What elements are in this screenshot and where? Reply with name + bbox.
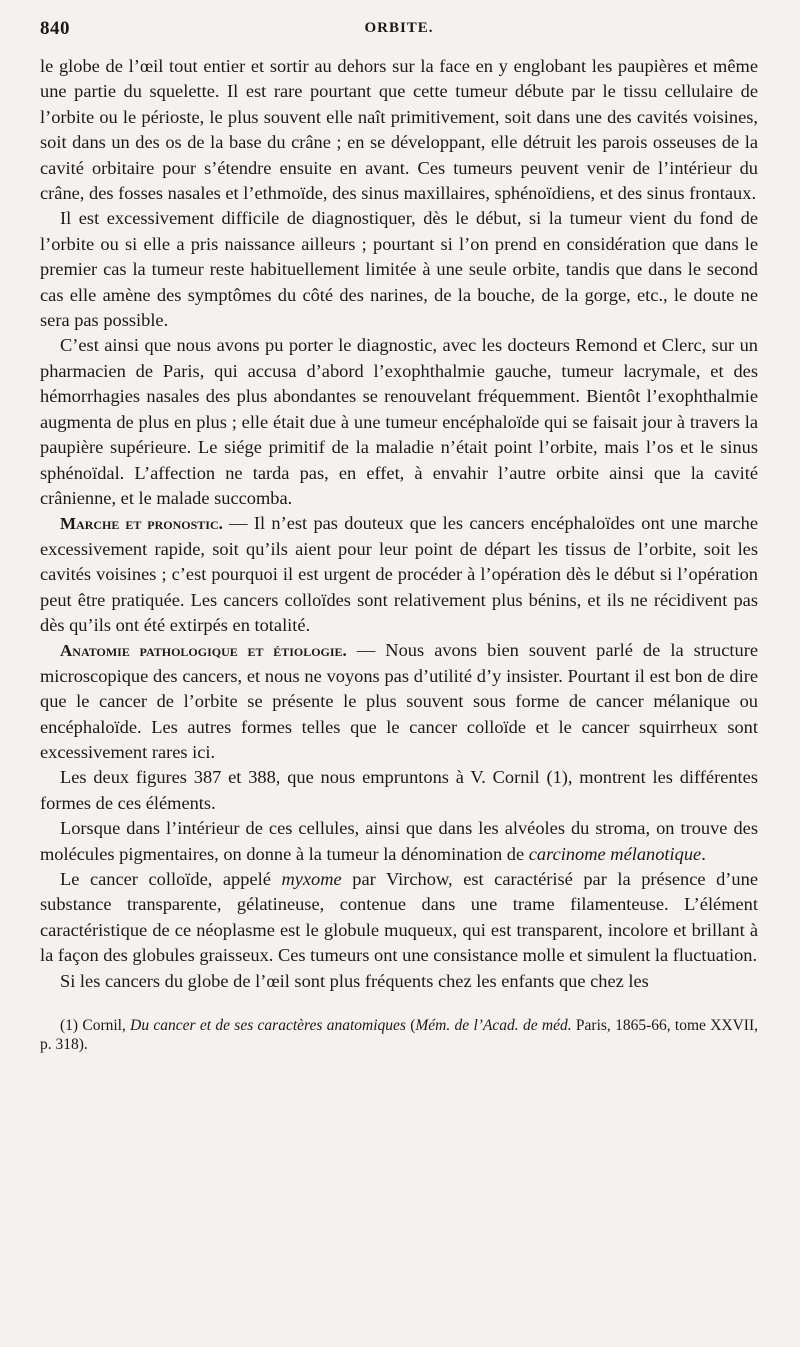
text-segment: . xyxy=(701,843,706,864)
page-header xyxy=(40,18,758,48)
text-segment: Le cancer colloïde, appelé xyxy=(60,869,282,889)
page-number: 840 xyxy=(40,18,70,39)
text-segment: Lorsque dans l’intérieur de ces cellules, ainsi que dans les alvéoles du stroma, on trouve des molécules pigmentaires, on donne à la tumeur la dénomination de xyxy=(40,818,758,864)
paragraph-marche xyxy=(40,511,758,638)
term-myxome: myxome xyxy=(281,869,342,889)
paragraph-colloide xyxy=(40,867,758,969)
book-page xyxy=(40,18,758,1054)
term-carcinome-melanotique: carcinome mélanotique xyxy=(528,843,702,864)
body-text xyxy=(40,54,758,994)
paragraph-continued: le globe de l’œil tout entier et sortir au dehors sur la face en y englobant les paupières et même une partie du squelette. Il est rare pourtant que cette tumeur débute par le tissu cellulaire de l’orbite ou le périoste, le plus souvent elle naît primitivement, soit dans une des cavités voisines, soit dans un des os de la base du crâne ; en se développant, elle détruit les parois osseuses de la cavité orbitaire pour s’étendre ensuite en avant. Ces tumeurs peuvent venir de l’intérieur du crâne, des fosses nasales et l’ethmoïde, des sinus maxillaires, sphénoïdiens, et des sinus frontaux. xyxy=(40,56,758,204)
text-segment: par Virchow, est caractérisé par la présence d’une substance transparente, gélatineuse, contenue dans une trame filamenteuse. L’élément caractéristique de ce néoplasme est le globule muqueux, qui est transparent, incolore et brillant à la façon des globules graisseux. Ces tumeurs ont une consistance molle et simulent la fluctuation. xyxy=(40,869,758,966)
footnote-text: ( xyxy=(405,1017,416,1035)
section-rubric-marche: Marche et pronostic. xyxy=(60,514,223,534)
paragraph-case-report: C’est ainsi que nous avons pu porter le diagnostic, avec les docteurs Remond et Clerc, sur un pharmacien de Paris, qui accusa d’abord l’exophthalmie gauche, tumeur lacrymale, et des hémorrhagies nasales des plus abondantes se renouvelant fréquemment. Bientôt l’exophthalmie augmenta de plus en plus ; elle était due à une tumeur encéphaloïde qui se faisait jour à travers la paupière supérieure. Le siége primitif de la maladie n’était point l’orbite, mais l’os et le sinus sphénoïdal. L’affection ne tarda pas, en effet, à envahir l’autre orbite ainsi que la cavité crânienne, et le malade succomba. xyxy=(40,335,758,508)
paragraph-anatomie xyxy=(40,638,758,765)
section-rubric-anatomie: Anatomie pathologique et étiologie. xyxy=(60,641,347,661)
paragraph-last: Si les cancers du globe de l’œil sont plus fréquents chez les enfants que chez les xyxy=(60,970,649,991)
section-text-marche: — Il n’est pas douteux que les cancers encéphaloïdes ont une marche excessivement rapide, soit qu’ils aient pour leur point de départ les tissus de l’orbite, soit les cavités voisines ; c’est pourquoi il est urgent de procéder à l’opération dès le début si l’opération peut être pratiquée. Les cancers colloïdes sont relativement plus bénins, et ils ne récidivent pas dès qu’ils ont été extirpés en totalité. xyxy=(40,513,759,635)
running-head: ORBITE. xyxy=(364,20,434,36)
footnote-text: Paris, 1865-66, tome XXVII, p. 318). xyxy=(40,1017,758,1054)
footnote-journal: Mém. de l’Acad. de méd. xyxy=(415,1017,572,1035)
paragraph-diagnostic: Il est excessivement difficile de diagnostiquer, dès le début, si la tumeur vient du fond de l’orbite ou si elle a pris naissance ailleurs ; pourtant si l’on prend en considération que dans le premier cas la tumeur reste habituellement limitée à une seule orbite, tandis que dans le second cas elle amène des symptômes du côté des narines, de la bouche, de la gorge, etc., le doute ne sera pas possible. xyxy=(40,208,758,331)
paragraph-melanotique xyxy=(40,816,758,867)
footnote xyxy=(40,1016,758,1054)
footnote-text: (1) Cornil, xyxy=(60,1017,131,1035)
section-text-anatomie: — Nous avons bien souvent parlé de la structure microscopique des cancers, et nous ne voyons pas d’utilité d’y insister. Pourtant il est bon de dire que le cancer de l’orbite se présente le plus souvent sous forme de cancer mélanique ou encéphaloïde. Les autres formes telles que le cancer colloïde et le cancer squirrheux sont excessivement rares ici. xyxy=(40,640,759,762)
paragraph-figures: Les deux figures 387 et 388, que nous empruntons à V. Cornil (1), montrent les différentes formes de ces éléments. xyxy=(40,767,758,813)
footnote-title: Du cancer et de ses caractères anatomiques xyxy=(130,1017,406,1035)
